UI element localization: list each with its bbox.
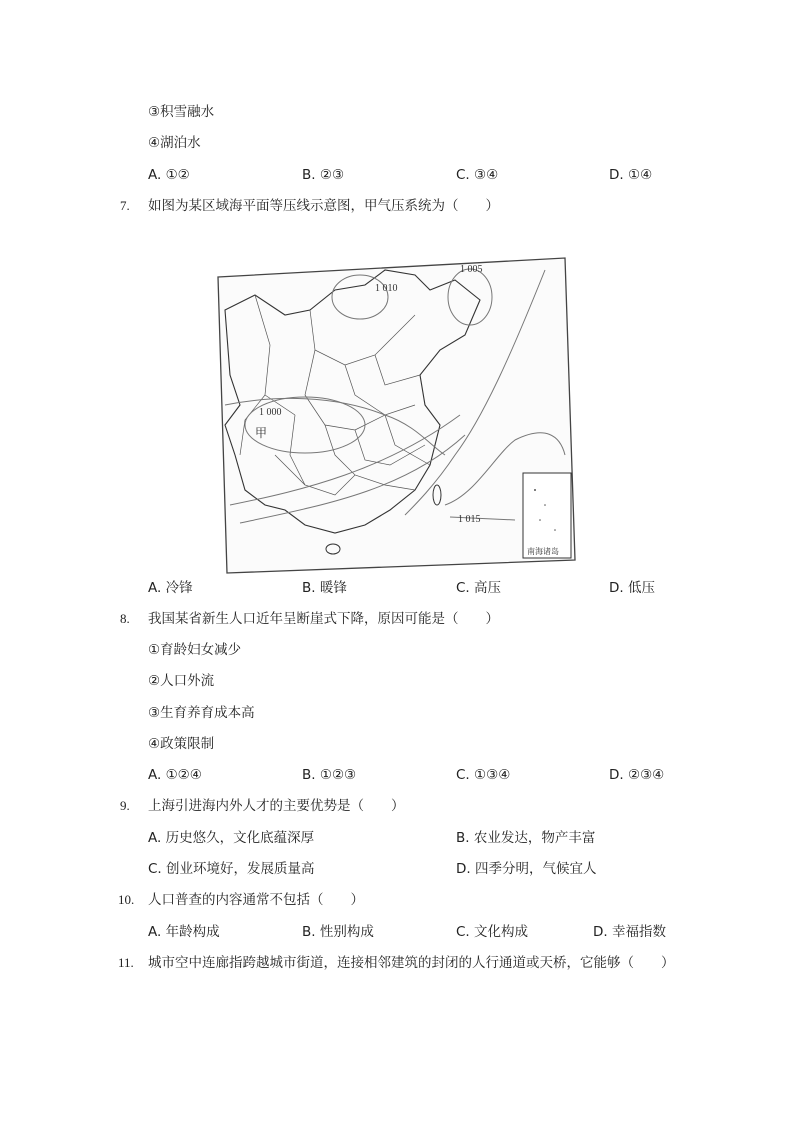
q11-stem: 城市空中连廊指跨越城市街道，连接相邻建筑的封闭的人行通道或天桥，它能够（ ） [148, 955, 675, 971]
q9-option-a: A. 历史悠久，文化底蕴深厚 [148, 830, 315, 846]
q6-item-3: ③积雪融水 [148, 104, 215, 120]
q8-number: 8. [120, 611, 130, 626]
q9-option-c: C. 创业环境好，发展质量高 [148, 861, 315, 877]
isobar-label-1000: 1 000 [259, 407, 282, 418]
q7-option-d: D. 低压 [609, 580, 655, 596]
q7-number: 7. [120, 198, 130, 213]
q6-option-a: A. ①② [148, 167, 190, 183]
q8-item-3: ③生育养育成本高 [148, 705, 255, 721]
q10-option-a: A. 年龄构成 [148, 924, 220, 940]
q8-option-b: B. ①②③ [302, 767, 357, 783]
q8-option-d: D. ②③④ [609, 767, 665, 783]
q9-option-b: B. 农业发达，物产丰富 [456, 830, 596, 846]
q10-option-b: B. 性别构成 [302, 924, 374, 940]
isobar-map [215, 255, 585, 579]
isobar-label-1015: 1 015 [458, 514, 481, 525]
q6-option-c: C. ③④ [456, 167, 499, 183]
isobar-map-figure [215, 255, 585, 575]
inset-label: 南海诸岛 [527, 547, 559, 556]
q8-item-4: ④政策限制 [148, 736, 215, 752]
isobar-label-1010: 1 010 [375, 283, 398, 294]
q6-option-d: D. ①④ [609, 167, 653, 183]
q6-item-4: ④湖泊水 [148, 135, 201, 151]
q7-option-b: B. 暖锋 [302, 580, 347, 596]
q9-option-d: D. 四季分明，气候宜人 [456, 861, 597, 877]
q7-stem: 如图为某区域海平面等压线示意图，甲气压系统为（ ） [148, 198, 499, 214]
q10-option-c: C. 文化构成 [456, 924, 529, 940]
q7-option-c: C. 高压 [456, 580, 502, 596]
isobar-label-1005: 1 005 [460, 264, 483, 275]
q8-option-c: C. ①③④ [456, 767, 511, 783]
q8-stem: 我国某省新生人口近年呈断崖式下降，原因可能是（ ） [148, 611, 499, 627]
q8-item-2: ②人口外流 [148, 673, 215, 689]
q10-stem: 人口普查的内容通常不包括（ ） [148, 892, 364, 908]
q7-option-a: A. 冷锋 [148, 580, 193, 596]
q10-option-d: D. 幸福指数 [593, 924, 666, 940]
q9-stem: 上海引进海内外人才的主要优势是（ ） [148, 798, 405, 814]
q11-number: 11. [118, 955, 134, 970]
pressure-system-label: 甲 [255, 426, 268, 440]
q8-item-1: ①育龄妇女减少 [148, 642, 242, 658]
q10-number: 10. [118, 892, 135, 907]
q8-option-a: A. ①②④ [148, 767, 202, 783]
south-china-sea-inset [523, 473, 571, 558]
q6-option-b: B. ②③ [302, 167, 345, 183]
q9-number: 9. [120, 798, 130, 813]
